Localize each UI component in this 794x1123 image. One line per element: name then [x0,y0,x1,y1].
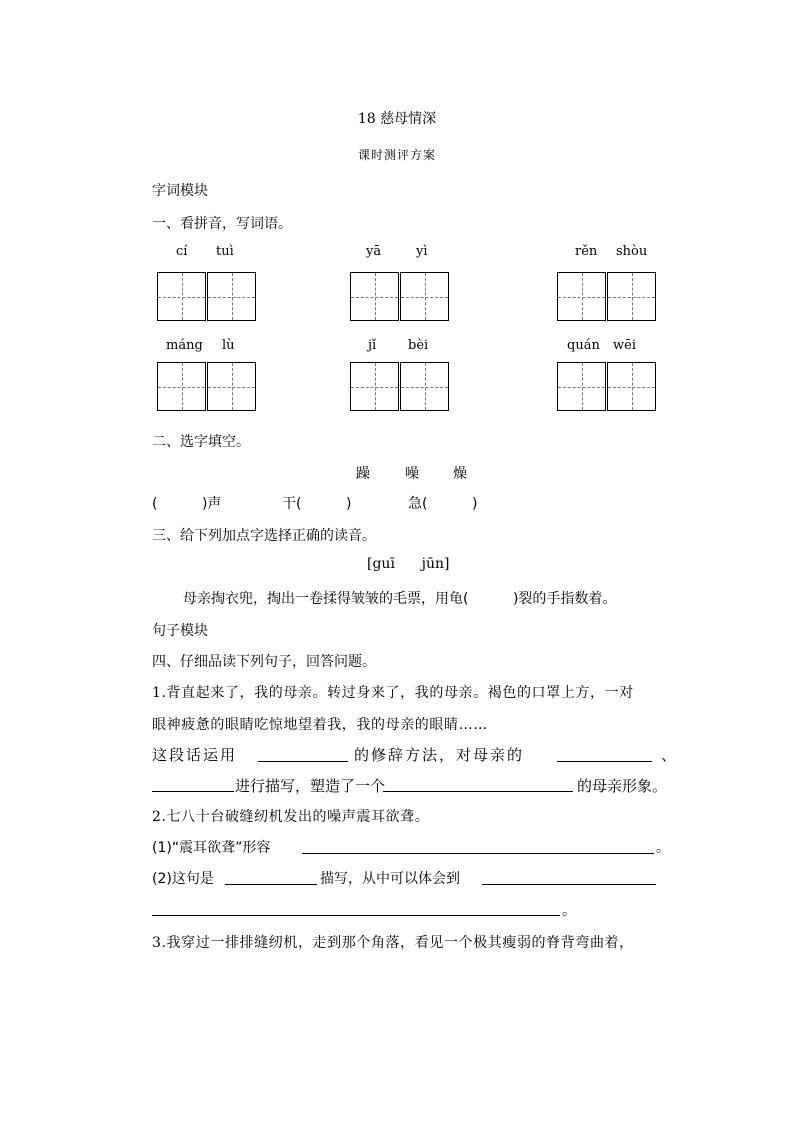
fill-blank[interactable]: 干( ) [282,496,352,512]
sub-question-1: (1)“震耳欲聋”形容 [152,840,271,856]
pinyin-label: quán [567,338,600,353]
answer-line[interactable] [482,884,656,885]
writing-grid-box[interactable] [400,272,449,321]
char-option: 躁 [356,466,370,482]
pinyin-label: wēi [613,338,636,353]
writing-grid-box[interactable] [557,272,606,321]
pinyin-label: máng [166,338,203,353]
writing-grid-box[interactable] [607,362,656,411]
char-option: 燥 [453,466,467,482]
writing-grid-box[interactable] [557,362,606,411]
fill-text: 。 [562,903,576,919]
writing-grid-box[interactable] [607,272,656,321]
fill-text: 的母亲形象。 [577,777,668,795]
writing-grid-box[interactable] [350,362,399,411]
writing-grid-box[interactable] [400,362,449,411]
answer-line[interactable] [302,853,654,854]
pinyin-label: yā [366,244,382,259]
writing-grid-box[interactable] [157,362,206,411]
answer-line[interactable] [225,884,317,885]
answer-line[interactable] [258,761,348,762]
fill-blank[interactable]: 急( ) [408,496,478,512]
writing-grid-box[interactable] [157,272,206,321]
pinyin-label: jǐ [368,338,377,353]
section-label-sentences: 句子模块 [152,623,208,639]
writing-grid-box[interactable] [207,272,256,321]
item-3-sentence: 3.我穿过一排排缝纫机，走到那个角落，看见一个极其瘦弱的脊背弯曲着， [152,935,634,951]
answer-line[interactable] [557,761,652,762]
fill-text: 的修辞方法，对母亲的 [354,746,525,764]
fill-text: 进行描写，塑造了一个 [235,777,386,795]
writing-grid-box[interactable] [350,272,399,321]
question-3-heading: 三、给下列加点字选择正确的读音。 [152,528,376,544]
pronunciation-options: [guī jūn] [367,556,450,572]
question-1-heading: 一、看拼音，写词语。 [152,216,292,232]
writing-grid-box[interactable] [207,362,256,411]
pinyin-label: bèi [408,338,429,353]
answer-line[interactable] [383,791,573,792]
pinyin-label: shòu [616,244,648,259]
question-4-heading: 四、仔细品读下列句子，回答问题。 [152,654,376,670]
fill-text: 、 [661,746,677,764]
sub-question-2: (2)这句是 [152,871,214,887]
answer-line[interactable] [152,791,234,792]
pinyin-label: rěn [575,244,598,259]
item-1-line-1: 1.背直起来了，我的母亲。转过身来了，我的母亲。褐色的口罩上方，一对 [152,685,634,701]
question-3-sentence: 母亲掏衣兜，掏出一卷揉得皱皱的毛票，用龟( )裂的手指数着。 [183,591,617,607]
char-option: 噪 [405,466,419,482]
pinyin-label: cí [176,244,188,259]
answer-line[interactable] [152,915,560,916]
item-2-sentence: 2.七八十台破缝纫机发出的噪声震耳欲聋。 [152,809,430,825]
fill-text: 描写，从中可以体会到 [320,871,460,887]
pinyin-label: lù [222,338,235,353]
question-2-heading: 二、选字填空。 [152,434,250,450]
pinyin-label: yì [416,244,428,259]
section-label-words: 字词模块 [152,183,208,199]
fill-blank[interactable]: ( )声 [152,496,222,512]
item-1-line-2: 眼神疲惫的眼睛吃惊地望着我，我的母亲的眼睛…… [152,717,488,733]
pinyin-label: tuì [216,244,234,259]
fill-text: 。 [656,840,670,856]
page-title: 18 慈母情深 [357,111,437,127]
page-subtitle: 课时测评方案 [357,148,436,162]
fill-text: 这段话运用 [152,746,238,764]
